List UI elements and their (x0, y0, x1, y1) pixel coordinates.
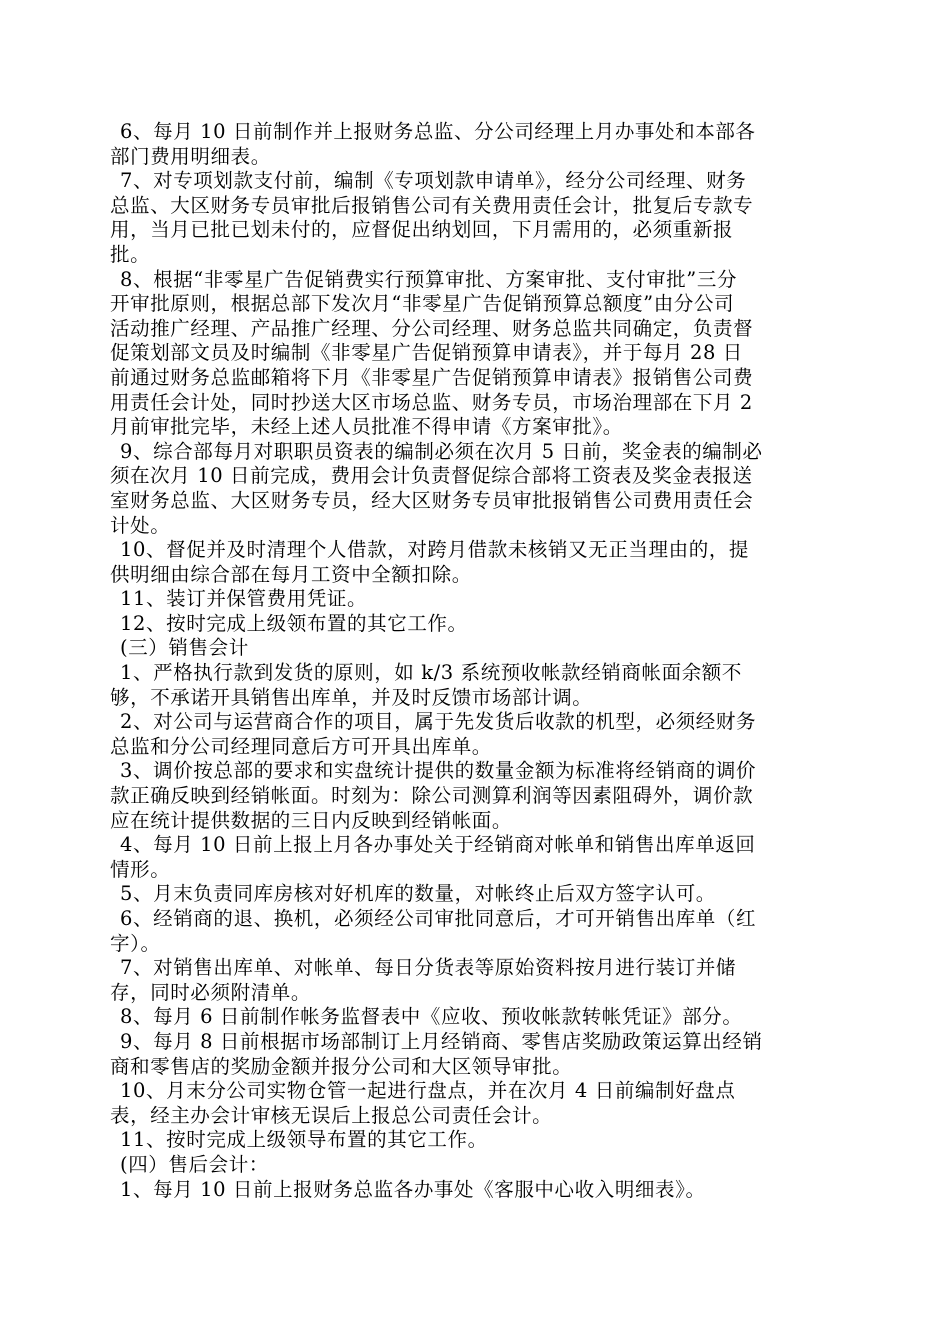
text-line: 须在次月 10 日前完成，费用会计负责督促综合部将工资表及奖金表报送 (110, 464, 753, 488)
text-line: 6、每月 10 日前制作并上报财务总监、分公司经理上月办事处和本部各 (120, 120, 756, 143)
text-line: 开审批原则，根据总部下发次月“非零星广告促销预算总额度”由分公司 (110, 292, 735, 316)
text-line: 款正确反映到经销帐面。时刻为：除公司测算利润等因素阻碍外，调价款 (110, 784, 754, 808)
text-line: 活动推广经理、产品推广经理、分公司经理、财务总监共同确定，负责督 (110, 316, 754, 340)
text-line: 计处。 (110, 513, 171, 537)
text-line: 够，不承诺开具销售出库单，并及时反馈市场部计调。 (110, 685, 593, 709)
text-line: 商和零售店的奖励金额并报分公司和大区领导审批。 (110, 1054, 573, 1078)
text-line: 表，经主办会计审核无误后上报总公司责任会计。 (110, 1103, 553, 1127)
text-line: 10、月末分公司实物仓管一起进行盘点，并在次月 4 日前编制好盘点 (120, 1079, 736, 1103)
text-line: 9、综合部每月对职职员资表的编制必须在次月 5 日前，奖金表的编制必 (120, 439, 763, 463)
text-line: 促策划部文员及时编制《非零星广告促销预算申请表》，并于每月 28 日 (110, 341, 743, 365)
text-line: 室财务总监、大区财务专员，经大区财务专员审批报销售公司费用责任会 (110, 488, 754, 512)
text-line: (三）销售会计 (120, 636, 249, 660)
text-line: 用，当月已批已划未付的，应督促出纳划回，下月需用的，必须重新报 (110, 218, 734, 242)
text-line: 11、装订并保管费用凭证。 (120, 587, 368, 611)
text-line: 存，同时必须附清单。 (110, 980, 312, 1004)
text-line: 月前审批完毕，未经上述人员批准不得申请《方案审批》。 (110, 415, 623, 439)
text-line: 12、按时完成上级领布置的其它工作。 (120, 611, 468, 635)
text-line: (四）售后会计： (120, 1152, 269, 1176)
text-line: 字）。 (110, 931, 161, 955)
text-line: 前通过财务总监邮箱将下月《非零星广告促销预算申请表》报销售公司费 (110, 365, 754, 389)
text-line: 2、对公司与运营商合作的项目，属于先发货后收款的机型，必须经财务 (120, 710, 757, 734)
text-line: 11、按时完成上级领导布置的其它工作。 (120, 1128, 488, 1152)
text-line: 应在统计提供数据的三日内反映到经销帐面。 (110, 808, 513, 832)
document-page (110, 120, 840, 1202)
text-line: 6、经销商的退、换机，必须经公司审批同意后，才可开销售出库单（红 (120, 907, 757, 930)
text-line: 批。 (110, 242, 151, 266)
text-line: 用责任会计处，同时抄送大区市场总监、财务专员，市场治理部在下月 2 (110, 390, 753, 414)
text-line: 总监和分公司经理同意后方可开具出库单。 (110, 734, 492, 758)
text-line: 1、严格执行款到发货的原则，如 k/3 系统预收帐款经销商帐面余额不 (120, 661, 742, 685)
text-line: 供明细由综合部在每月工资中全额扣除。 (110, 562, 472, 586)
text-line: 部门费用明细表。 (110, 144, 271, 168)
text-line: 5、月末负责同库房核对好机库的数量，对帐终止后双方签字认可。 (120, 882, 716, 906)
text-line: 10、督促并及时清理个人借款，对跨月借款未核销又无正当理由的，提 (120, 538, 750, 562)
text-line: 总监、大区财务专员审批后报销售公司有关费用责任会计，批复后专款专 (110, 193, 754, 217)
text-line: 3、调价按总部的要求和实盘统计提供的数量金额为标准将经销商的调价 (120, 759, 757, 783)
text-line: 7、对销售出库单、对帐单、每日分货表等原始资料按月进行装订并储 (120, 956, 737, 980)
text-line: 情形。 (110, 857, 171, 881)
text-line: 9、每月 8 日前根据市场部制订上月经销商、零售店奖励政策运算出经销 (120, 1029, 763, 1053)
text-line: 1、每月 10 日前上报财务总监各办事处《客服中心收入明细表》。 (120, 1177, 706, 1201)
text-line: 8、每月 6 日前制作帐务监督表中《应收、预收帐款转帐凭证》部分。 (120, 1005, 743, 1029)
text-line: 8、根据“非零星广告促销费实行预算审批、方案审批、支付审批”三分 (120, 267, 738, 291)
text-line: 4、每月 10 日前上报上月各办事处关于经销商对帐单和销售出库单返回 (120, 833, 756, 857)
text-line: 7、对专项划款支付前，编制《专项划款申请单》，经分公司经理、财务 (120, 169, 747, 193)
